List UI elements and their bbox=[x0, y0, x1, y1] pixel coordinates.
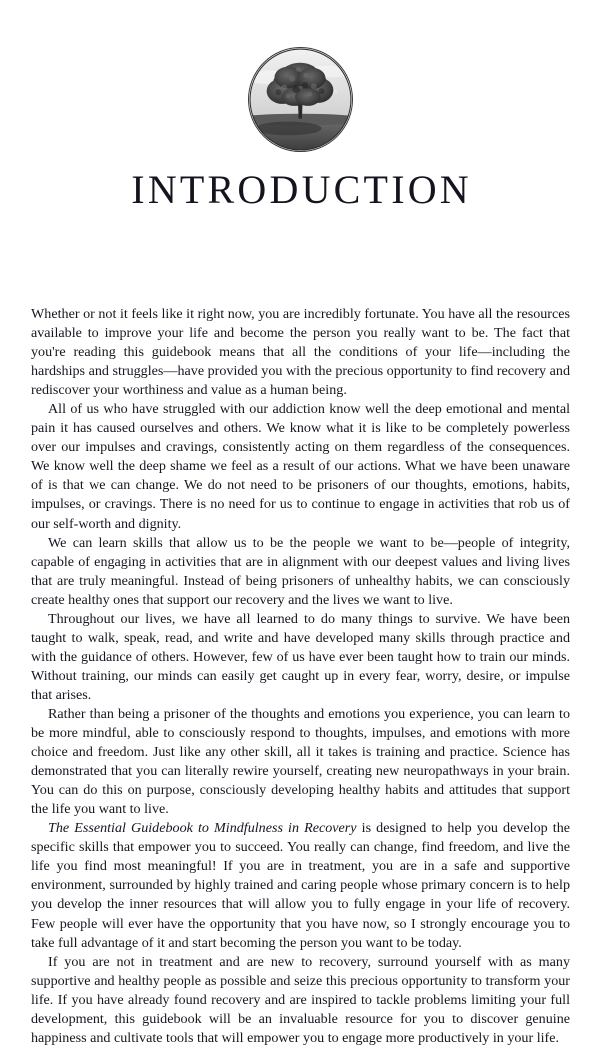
body-text bbox=[31, 305, 570, 1048]
tree-in-circle-emblem bbox=[248, 47, 353, 152]
page-title: INTRODUCTION bbox=[131, 167, 472, 212]
emblem-container bbox=[0, 47, 600, 152]
paragraph: Rather than being a prisoner of the thoughts and emotions you experience, you can learn to be more mindful, able to consciously respond to thoughts, impulses, and emotions with more choice and freedom. Just like any other skill, all it takes is training and practice. Science has demonstrated that you can literally rewire yourself, creating new neuropathways in your brain. You can do this on purpose, consciously developing healthy habits and attitudes that support the life you want to live. bbox=[31, 705, 570, 818]
paragraph: Whether or not it feels like it right now, you are incredibly fortunate. You have all the resources available to improve your life and become the person you really want to be. The fact that you're reading this guidebook means that all the conditions of your life—including the hardships and struggles—have provided you with the precious opportunity to find recovery and rediscover your worthiness and value as a human being. bbox=[31, 306, 570, 399]
paragraph: If you are not in treatment and are new to recovery, surround yourself with as many supportive and healthy people as possible and seize this precious opportunity to transform your life. If you have already found recovery and are inspired to tackle problems limiting your full development, this guidebook will be an invaluable resource for you to discover genuine happiness and cultivate tools that will empower you to engage more productively in your life. bbox=[31, 953, 570, 1046]
paragraph: Throughout our lives, we have all learned to do many things to survive. We have been taught to walk, speak, read, and write and have developed many skills through practice and with the guidance of others. However, few of us have ever been taught how to train our minds. Without training, our minds can easily get caught up in every fear, worry, desire, or impulse that arises. bbox=[31, 610, 570, 703]
paragraph: We can learn skills that allow us to be the people we want to be—people of integrity, capable of engaging in activities that are in alignment with our deepest values and living lives that are truly meaningful. Instead of being prisoners of unhealthy habits, we can consciously create healthy ones that support our recovery and the lives we want to live. bbox=[31, 534, 570, 608]
paragraph-with-book-title bbox=[31, 819, 570, 952]
paragraph-rest: is designed to help you develop the specific skills that empower you to succeed. You really can change, find freedom, and live the life you find most meaningful! If you are in treatment, you are in a safe and supportive environment, surrounded by highly trained and caring people whose primary concern is to help you develop the inner resources that will allow you to fully engage in your life of recovery. Few people will ever have the opportunity that you have now, so I strongly encourage you to take full advantage of it and start becoming the person you want to be today. bbox=[31, 820, 570, 951]
book-title-italic: The Essential Guidebook to Mindfulness in Recovery bbox=[48, 820, 357, 837]
paragraph: All of us who have struggled with our addiction know well the deep emotional and mental pain it has caused ourselves and others. We know what it is like to be completely powerless over our impulses and cravings, consistently acting on them regardless of the consequences. We know well the deep shame we feel as a result of our actions. What we have been unaware of is that we can change. We do not need to be prisoners of our thoughts, emotions, habits, impulses, or cravings. There is no need for us to continue to engage in activities that rob us of our self-worth and dignity. bbox=[31, 401, 570, 532]
